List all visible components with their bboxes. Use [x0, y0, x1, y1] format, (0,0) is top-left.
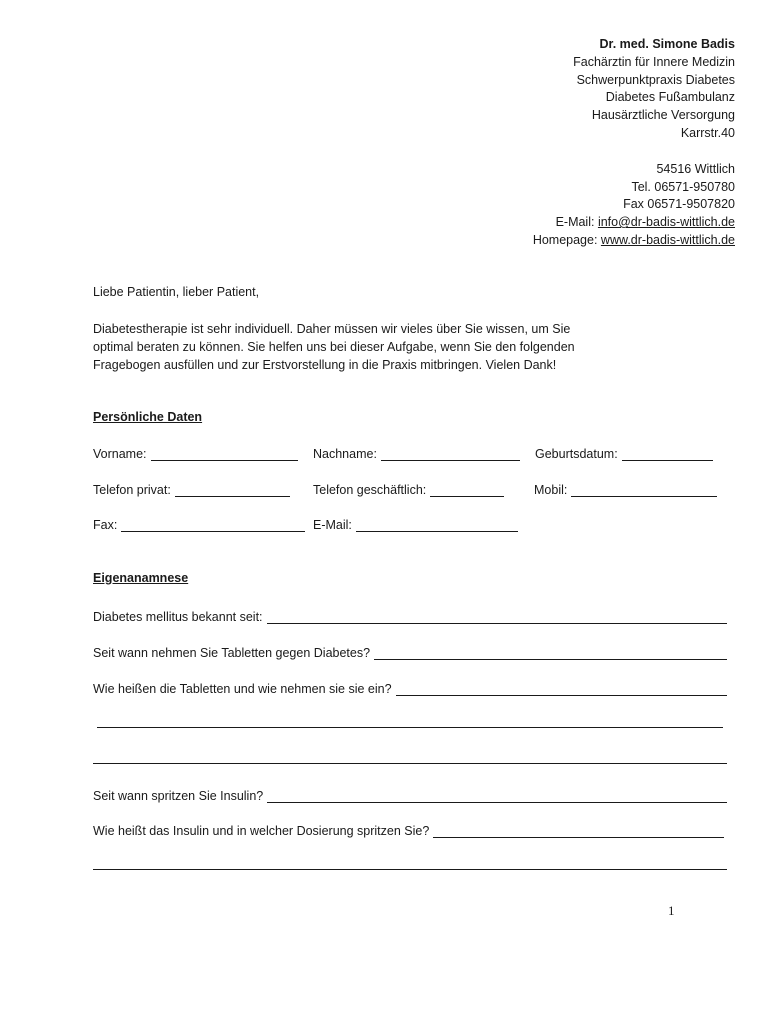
telefon-geschaeftlich-label: Telefon geschäftlich: [313, 483, 427, 497]
section-title-anamnese: Eigenanamnese [93, 571, 189, 585]
homepage-line [533, 232, 735, 250]
focus-practice: Schwerpunktpraxis Diabetes [576, 72, 735, 87]
answer-line[interactable] [93, 763, 727, 764]
answer-blank[interactable] [433, 823, 724, 838]
nachname-blank[interactable] [381, 446, 520, 461]
personal-row-1 [93, 446, 727, 464]
intro-line: optimal beraten zu können. Sie helfen uns bei dieser Aufgabe, wenn Sie den folgenden [93, 340, 575, 354]
section-title-personal: Persönliche Daten [93, 410, 203, 424]
email-line [533, 214, 735, 232]
question-tablets-since[interactable] [93, 642, 727, 660]
personal-row-2 [93, 482, 727, 500]
doctor-name: Dr. med. Simone Badis [599, 37, 735, 51]
nachname-label: Nachname: [313, 447, 377, 461]
question-insulin-since[interactable] [93, 785, 727, 803]
practice-letterhead [533, 36, 735, 250]
fax-blank[interactable] [121, 517, 305, 532]
vorname-field[interactable] [93, 446, 298, 461]
email-field[interactable] [313, 517, 518, 532]
intro-line: Diabetestherapie ist sehr individuell. Daher müssen wir vieles über Sie wissen, um Sie [93, 322, 571, 336]
answer-blank[interactable] [374, 645, 727, 660]
vorname-blank[interactable] [151, 446, 298, 461]
intro-paragraph [93, 320, 733, 374]
answer-blank[interactable] [396, 681, 727, 696]
question-label: Diabetes mellitus bekannt seit: [93, 610, 263, 624]
phone-number: Tel. 06571-950780 [631, 179, 735, 194]
fax-label: Fax: [93, 518, 118, 532]
answer-line[interactable] [97, 727, 723, 728]
city-address: 54516 Wittlich [656, 161, 735, 176]
telefon-privat-blank[interactable] [175, 482, 290, 497]
question-label: Seit wann nehmen Sie Tabletten gegen Diabetes? [93, 646, 371, 660]
question-diabetes-known[interactable] [93, 606, 727, 624]
homepage-link[interactable]: www.dr-badis-wittlich.de [600, 232, 735, 247]
gp-care: Hausärztliche Versorgung [591, 108, 735, 123]
email-blank[interactable] [356, 517, 518, 532]
question-label: Wie heißen die Tabletten und wie nehmen sie sie ein? [93, 682, 392, 696]
intro-line: Fragebogen ausfüllen und zur Erstvorstellung in die Praxis mitbringen. Vielen Dank! [93, 358, 557, 372]
email-label: E-Mail: [555, 215, 598, 230]
homepage-label: Homepage: [532, 232, 601, 247]
greeting: Liebe Patientin, lieber Patient, [93, 285, 260, 299]
answer-blank[interactable] [267, 788, 727, 803]
telefon-geschaeftlich-blank[interactable] [430, 482, 504, 497]
specialty: Fachärztin für Innere Medizin [573, 54, 735, 69]
question-label: Seit wann spritzen Sie Insulin? [93, 789, 264, 803]
email-label: E-Mail: [313, 518, 352, 532]
mobil-field[interactable] [534, 482, 717, 497]
mobil-blank[interactable] [571, 482, 717, 497]
fax-number: Fax 06571-9507820 [623, 197, 735, 212]
question-tablets-names[interactable] [93, 678, 727, 696]
nachname-field[interactable] [313, 446, 520, 461]
question-label: Wie heißt das Insulin und in welcher Dosierung spritzen Sie? [93, 824, 430, 838]
fax-field[interactable] [93, 517, 305, 532]
street-address: Karrstr.40 [680, 125, 735, 140]
mobil-label: Mobil: [534, 483, 568, 497]
geburtsdatum-label: Geburtsdatum: [535, 447, 618, 461]
geburtsdatum-blank[interactable] [622, 446, 713, 461]
telefon-privat-field[interactable] [93, 482, 290, 497]
page-number: 1 [668, 903, 675, 918]
geburtsdatum-field[interactable] [535, 446, 713, 461]
email-link[interactable]: info@dr-badis-wittlich.de [597, 215, 735, 230]
question-insulin-dose[interactable] [93, 820, 727, 838]
telefon-privat-label: Telefon privat: [93, 483, 171, 497]
vorname-label: Vorname: [93, 447, 147, 461]
personal-row-3 [93, 517, 727, 535]
foot-clinic: Diabetes Fußambulanz [605, 90, 735, 105]
answer-line[interactable] [93, 869, 727, 870]
telefon-geschaeftlich-field[interactable] [313, 482, 504, 497]
address-gap [533, 143, 735, 161]
answer-blank[interactable] [267, 609, 727, 624]
